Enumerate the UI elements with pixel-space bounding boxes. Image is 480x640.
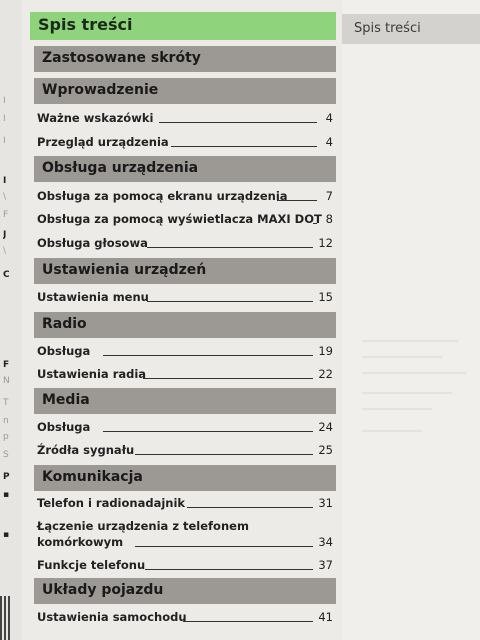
toc-entry[interactable] — [37, 132, 337, 150]
section-title: Zastosowane skróty — [42, 50, 201, 66]
entry-page-number: 31 — [318, 496, 333, 510]
dot-leader — [145, 569, 313, 570]
bleed-char: N — [3, 376, 10, 386]
facing-page — [342, 0, 480, 640]
dot-leader — [103, 355, 313, 356]
page-crease — [0, 596, 10, 640]
entry-label-line1: Łączenie urządzenia z telefonem — [37, 519, 249, 533]
toc-entry[interactable] — [37, 518, 337, 550]
entry-label: Przegląd urządzenia — [37, 135, 169, 149]
entry-label: Ważne wskazówki — [37, 111, 154, 125]
dot-leader — [135, 546, 313, 547]
bleed-char: S — [3, 450, 9, 460]
section-header[interactable] — [34, 258, 336, 284]
toc-entry[interactable] — [37, 440, 337, 458]
entry-page-number: 4 — [325, 135, 333, 149]
dot-leader — [159, 122, 317, 123]
entry-label: Ustawienia menu — [37, 290, 149, 304]
toc-entry[interactable] — [37, 364, 337, 382]
bleed-char: I — [3, 114, 6, 124]
bleed-char: I — [3, 136, 6, 146]
bleed-line — [362, 408, 432, 410]
section-title: Układy pojazdu — [42, 582, 164, 598]
entry-label: komórkowym — [37, 535, 124, 549]
section-title: Radio — [42, 316, 87, 332]
dot-leader — [313, 223, 317, 224]
entry-page-number: 12 — [318, 236, 333, 250]
entry-label: Obsługa — [37, 344, 91, 358]
entry-page-number: 34 — [318, 535, 333, 549]
toc-entry[interactable] — [37, 493, 337, 511]
toc-entry[interactable] — [37, 186, 337, 204]
facing-page-title: Spis treści — [354, 21, 421, 36]
dot-leader — [147, 247, 313, 248]
dot-leader — [143, 378, 313, 379]
toc-entry[interactable] — [37, 233, 337, 251]
dot-leader — [103, 431, 313, 432]
bleed-char: ▪ — [3, 530, 10, 540]
section-header[interactable] — [34, 578, 336, 604]
bleed-char: F — [3, 210, 9, 220]
bleed-char: I — [3, 96, 6, 106]
section-header[interactable] — [34, 465, 336, 491]
entry-page-number: 22 — [318, 367, 333, 381]
toc-entry[interactable] — [37, 341, 337, 359]
entry-page-number: 41 — [318, 610, 333, 624]
entry-label: Funkcje telefonu — [37, 558, 146, 572]
bleed-line — [362, 372, 466, 374]
bleed-char: I — [3, 176, 7, 186]
bleed-line — [362, 430, 422, 432]
toc-title-bar — [30, 12, 336, 40]
section-header[interactable] — [34, 388, 336, 414]
dot-leader — [147, 301, 313, 302]
bleed-line — [362, 356, 442, 358]
bleed-char: T — [3, 398, 9, 408]
section-header[interactable] — [34, 78, 336, 104]
entry-label: Obsługa za pomocą wyświetlacza MAXI DOT — [37, 212, 322, 226]
bleed-char: J — [3, 230, 7, 240]
section-title: Ustawienia urządzeń — [42, 262, 207, 278]
bleed-char: \ — [3, 246, 7, 256]
facing-page-header — [342, 14, 480, 44]
dot-leader — [135, 454, 313, 455]
dot-leader — [187, 507, 313, 508]
entry-page-number: 7 — [325, 189, 333, 203]
toc-entry[interactable] — [37, 555, 337, 573]
entry-label: Obsługa za pomocą ekranu urządzenia — [37, 189, 288, 203]
entry-label: Ustawienia samochodu — [37, 610, 187, 624]
dot-leader — [183, 621, 313, 622]
bleed-char: F — [3, 360, 10, 370]
toc-entry[interactable] — [37, 287, 337, 305]
entry-page-number: 25 — [318, 443, 333, 457]
section-title: Obsługa urządzenia — [42, 160, 199, 176]
section-title: Komunikacja — [42, 469, 143, 485]
toc-entry[interactable] — [37, 209, 337, 227]
entry-page-number: 15 — [318, 290, 333, 304]
entry-page-number: 4 — [325, 111, 333, 125]
toc-title: Spis treści — [38, 15, 133, 34]
entry-page-number: 19 — [318, 344, 333, 358]
entry-page-number: 24 — [318, 420, 333, 434]
left-page-edge — [0, 0, 22, 640]
bleed-char: n — [3, 416, 9, 426]
bleed-char: ▪ — [3, 490, 10, 500]
entry-label: Telefon i radionadajnik — [37, 496, 186, 510]
entry-page-number: 37 — [318, 558, 333, 572]
section-header[interactable] — [34, 312, 336, 338]
dot-leader — [277, 200, 317, 201]
entry-label: Źródła sygnału — [37, 443, 135, 457]
bleed-char: C — [3, 270, 10, 280]
section-header[interactable] — [34, 46, 336, 72]
section-title: Media — [42, 392, 90, 408]
dot-leader — [171, 146, 317, 147]
toc-entry[interactable] — [37, 108, 337, 126]
bleed-char: \ — [3, 192, 7, 202]
bleed-line — [362, 392, 452, 394]
bleed-char: p — [3, 432, 9, 442]
section-header[interactable] — [34, 156, 336, 182]
toc-entry[interactable] — [37, 607, 337, 625]
entry-label: Obsługa — [37, 420, 91, 434]
section-title: Wprowadzenie — [42, 82, 159, 98]
bleed-char: P — [3, 472, 10, 482]
toc-entry[interactable] — [37, 417, 337, 435]
bleed-line — [362, 340, 458, 342]
entry-label: Obsługa głosowa — [37, 236, 148, 250]
entry-label: Ustawienia radia — [37, 367, 147, 381]
entry-page-number: 8 — [325, 212, 333, 226]
